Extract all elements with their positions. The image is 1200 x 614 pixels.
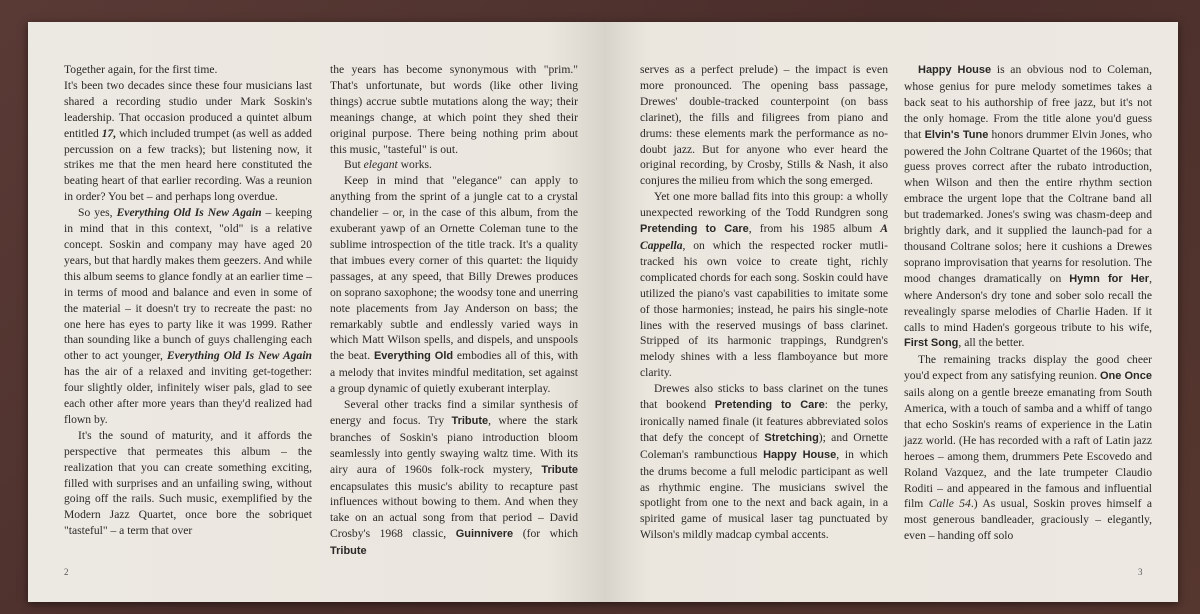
left-column-2 bbox=[330, 62, 578, 560]
track-title: Happy House bbox=[918, 64, 992, 76]
paragraph: But elegant works. bbox=[344, 158, 432, 172]
paragraph: serves as a perfect prelude) – the impact is even more pronounced. The opening bass passage, Drewes' double-tracked counterpoint (on bass clarinet), the fills and filigrees from piano and drums: these elements mark the performance as no-doubt jazz. But for anyone who ever heard the original recording, by Crosby, Stills & Nash, it also conjures the milieu from which the song emerged. bbox=[640, 63, 888, 188]
booklet-spread bbox=[28, 22, 1178, 602]
paragraph: the years has become synonymous with "prim." That's unfortunate, but words (like other living things) accrue subtle mutations along the way; their meanings change, at which point they shed their original purpose. There being nothing prim about this music, "tasteful" is out. bbox=[330, 63, 578, 156]
track-title: First Song bbox=[904, 337, 959, 350]
paragraph: Happy House is an obvious nod to Coleman, whose genius for pure melody sometimes takes a back seat to his authorship of free jazz, but it's not the only homage. From the title alone you'd guess that Elvin's Tune honors drummer Elvin Jones, who powered the John Coltrane Quartet of the 1960s; that guess proves correct after the rubato introduction, when Wilson and then the entire rhythm section embrace the urgent lope that the Coltrane band all but trademarked. Jones's swing was chasm-deep and brightly dark, and it supplied the launch-pad for a thousand Coltrane solos; here it cushions a Drewes soprano improvisation that yearns for resolution. The mood changes dramatically on Hymn for Her, where Anderson's dry tone and sober solo recall the revealingly sparse melodies of Charlie Haden. If it calls to mind Haden's gorgeous tribute to his wife, First Song, all the better. bbox=[904, 63, 1153, 350]
emphasis: elegant bbox=[363, 158, 398, 172]
track-title: Pretending to Care bbox=[640, 223, 749, 236]
track-title: Tribute bbox=[451, 414, 489, 427]
album-title: A Cappella bbox=[640, 222, 889, 252]
page-number: 2 bbox=[64, 567, 69, 577]
paragraph: It's been two decades since these four musicians last shared a recording studio under Mark Soskin's leadership. That occasion produced a quintet album entitled 17, which included trumpet (as well as added percussion on a few tracks); but listening now, it strikes me that the men heard here constituted the beating heart of that earlier recording. Was a reunion in order? You bet – and perhaps long overdue. bbox=[64, 78, 312, 204]
track-title: Tribute bbox=[541, 463, 578, 476]
paragraph: Drewes also sticks to bass clarinet on the tunes that bookend Pretending to Care: the perky, ironically named finale (it features abbreviated solos that defy the concept of Stretching); and Ornette Coleman's rambunctious Happy House, in which the drums become a full melodic participant as well as rhythmic engine. The musicians swivel the spotlight from one to the next and back again, in a spirited game of musical laser tag punctuated by Wilson's mildly madcap cymbal accents. bbox=[640, 382, 889, 542]
track-title: Pretending to Care bbox=[714, 399, 825, 412]
track-title: Elvin's Tune bbox=[924, 128, 989, 141]
right-column-1 bbox=[640, 62, 888, 543]
paragraph: Keep in mind that "elegance" can apply to anything from the sprint of a jungle cat to a crystal chandelier – or, in the case of this album, from the exuberant yawp of an Ornette Coleman tune to the sublime introspection of the title track. It's a quality that imbues every corner of this quartet: the liquidy passages, at any speed, that Billy Drewes produces on soprano saxophone; the woodsy tone and unerring note placements from Jay Anderson on bass; the remarkably subtle and endlessly varied ways in which Matt Wilson spells, and dispels, and unspools the beat. Everything Old embodies all of this, with a melody that invites mindful meditation, set against a group dynamic of quietly exuberant interplay. bbox=[330, 174, 579, 396]
album-title: Everything Old Is New Again bbox=[116, 206, 262, 220]
paragraph: It's the sound of maturity, and it affords the perspective that permeates this album – the realization that you can create something exciting, filled with surprises and an unfailing swing, without going off the rails. Such music, exemplified by the Modern Jazz Quartet, once bore the sobriquet "tasteful" – a term that over bbox=[64, 428, 312, 538]
left-page bbox=[28, 22, 604, 602]
track-title: Happy House bbox=[763, 448, 837, 461]
right-page bbox=[604, 22, 1178, 602]
album-title: Everything Old Is New Again bbox=[166, 349, 312, 363]
film-title: Calle 54 bbox=[928, 497, 971, 511]
track-title: Tribute bbox=[330, 545, 367, 558]
left-column-1 bbox=[64, 62, 312, 539]
track-title: Stretching bbox=[764, 431, 819, 444]
paragraph: So yes, Everything Old Is New Again – keeping in mind that in this context, "old" is a relative concept. Soskin and company may have aged 20 years, but that hardly makes them geezers. And while this album seems to glance fondly at an earlier time – in terms of mood and balance and even in some of the material – it doesn't try to recreate the past: no one here has eyes to party like it was 1999. Rather than sounding like a bunch of guys challenging each other to act younger, Everything Old Is New Again has the air of a relaxed and inviting get-together: four slightly older, infinitely wiser pals, glad to see each other after more years than they'd realized had flown by. bbox=[64, 206, 312, 426]
paragraph: Yet one more ballad fits into this group: a wholly unexpected reworking of the Todd Rundgren song Pretending to Care, from his 1985 album A Cappella, on which the respected rocker mutli-tracked his own voice to create tight, richly complicated chords for each song. Soskin could have utilized the piano's vast capabilities to imitate some of those harmonies; instead, he pairs his single-note lines with the reserved musings of bass clarinet. Stripped of its harmonic trappings, Rundgren's melody shines with a less flamboyance but more clarity. bbox=[640, 190, 889, 380]
album-title: 17, bbox=[101, 126, 117, 140]
track-title: Everything Old bbox=[373, 350, 454, 363]
paragraph: The remaining tracks display the good cheer you'd expect from any satisfying reunion. One Once sails along on a gentle breeze emanating from South America, with a touch of samba and a whiff of tango that echo Soskin's reams of experience in the Latin jazz world. (He has recorded with a raft of Latin jazz heroes – among them, drummers Pete Escovedo and Roland Vazquez, and the late trumpeter Claudio Roditi – and appeared in the famous and influential film Calle 54.) As usual, Soskin proves himself a most generous bandleader, graciously – elegantly, even – handing off solo bbox=[904, 353, 1152, 543]
track-title: One Once bbox=[1099, 370, 1152, 383]
track-title: Hymn for Her bbox=[1069, 272, 1150, 285]
page-number: 3 bbox=[1138, 567, 1143, 577]
paragraph: Together again, for the first time. bbox=[64, 63, 218, 76]
paragraph: Several other tracks find a similar synthesis of energy and focus. Try Tribute, where the stark branches of Soskin's piano introduction bloom seamlessly into gently swaying waltz time. With its airy aura of 1960s folk-rock mystery, Tribute encapsulates this music's ability to recapture past influences without bowing to them. And when they take on an actual song from that period – David Crosby's 1968 classic, Guinnivere (for which Tribute bbox=[330, 398, 578, 558]
track-title: Guinnivere bbox=[455, 528, 514, 541]
right-column-2 bbox=[904, 62, 1152, 544]
